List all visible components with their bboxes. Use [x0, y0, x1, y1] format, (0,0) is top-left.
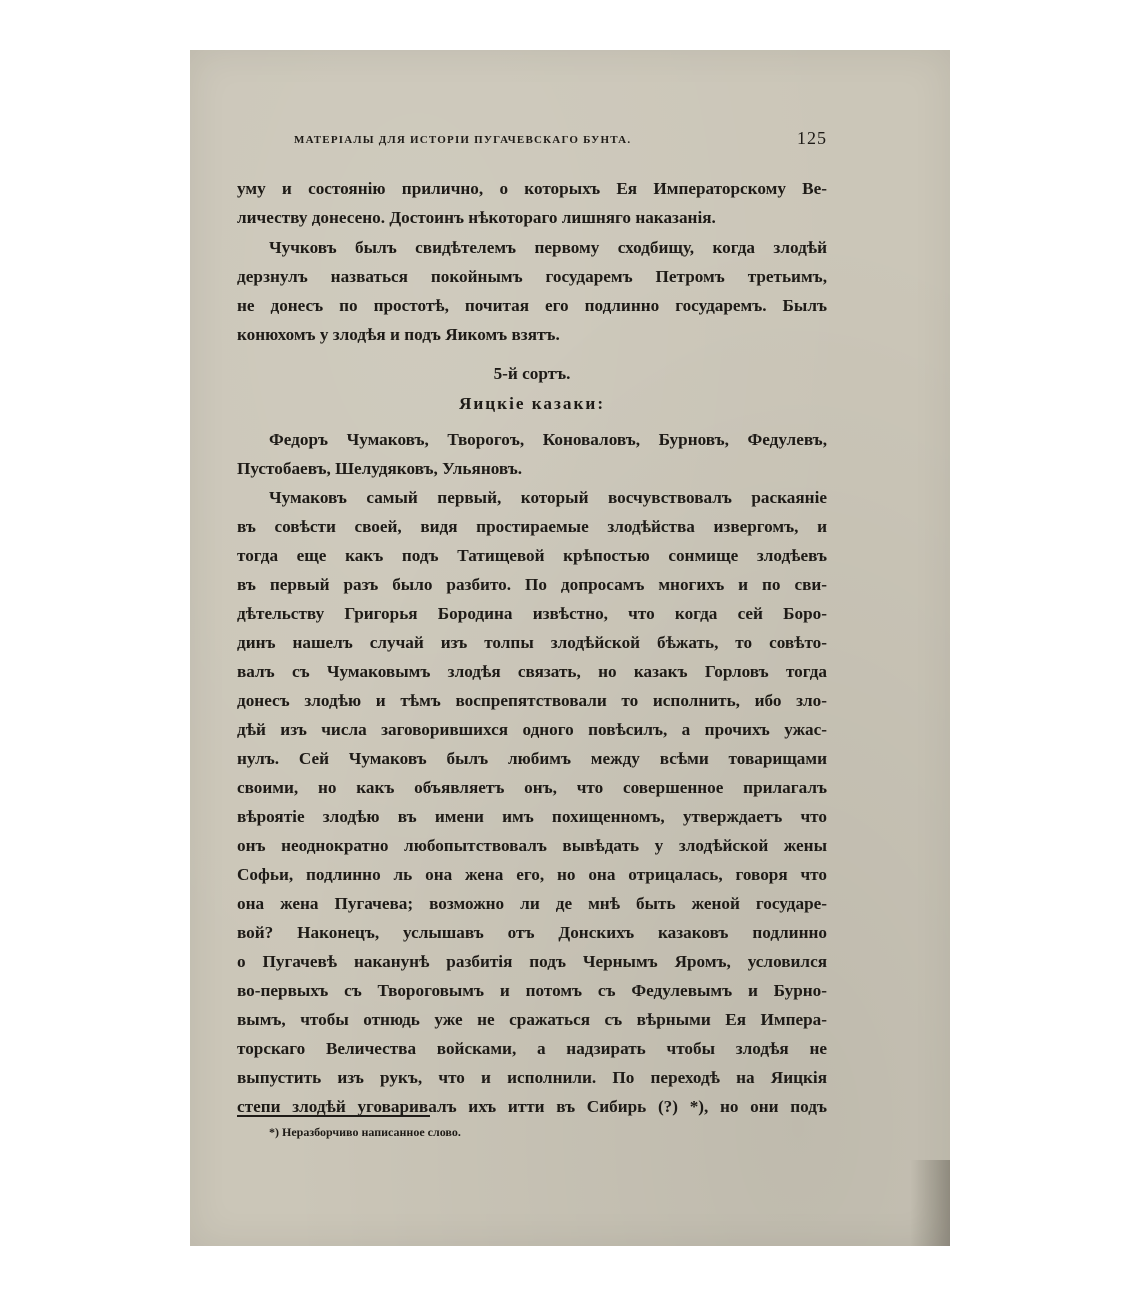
text-line: Федоръ Чумаковъ, Творогоъ, Коноваловъ, Бурновъ, Федулевъ,: [269, 430, 827, 449]
text-line: вой? Наконецъ, услышавъ отъ Донскихъ казаковъ подлинно: [237, 923, 827, 942]
page-number: 125: [797, 128, 827, 148]
text-line: своими, но какъ объявляетъ онъ, что совершенное прилагалъ: [237, 778, 827, 797]
text-line: динъ нашелъ случай изъ толпы злодѣйской бѣжать, то совѣто-: [237, 633, 827, 652]
text-line: степи злодѣй уговаривалъ ихъ итти въ Сибирь (?) *), но они подъ: [237, 1097, 827, 1116]
text-line: Софьи, подлинно ль она жена его, но она отрицалась, говоря что: [237, 865, 827, 884]
text-line: вымъ, чтобы отнюдь уже не сражаться съ вѣрными Ея Импера-: [237, 1010, 827, 1029]
text-line: выпустить изъ рукъ, что и исполнили. По переходѣ на Яицкія: [237, 1068, 827, 1087]
section-heading: 5-й сортъ.: [493, 364, 571, 383]
text-line: дѣтельству Григорья Бородина извѣстно, что когда сей Боро-: [237, 604, 827, 623]
text-line: въ совѣсти своей, видя простираемые злодѣйства извергомъ, и: [237, 517, 827, 536]
footnote-rule: [237, 1115, 430, 1117]
text-line: она жена Пугачева; возможно ли де мнѣ быть женой государе-: [237, 894, 827, 913]
page-header: [237, 128, 827, 152]
text-line: личеству донесено. Достоинъ нѣкотораго лишняго наказанія.: [237, 208, 716, 227]
text-line: валъ съ Чумаковымъ злодѣя связать, но казакъ Горловъ тогда: [237, 662, 827, 681]
text-line: онъ неоднократно любопытствовалъ вывѣдать у злодѣйской жены: [237, 836, 827, 855]
footnote: *) Неразборчиво написанное слово.: [269, 1125, 461, 1139]
text-line: Чумаковъ самый первый, который восчувствовалъ раскаяніе: [269, 488, 827, 507]
text-line: Пустобаевъ, Шелудяковъ, Ульяновъ.: [237, 459, 523, 478]
text-line: донесъ злодѣю и тѣмъ воспрепятствовали то исполнить, ибо зло-: [237, 691, 827, 710]
text-line: о Пугачевѣ наканунѣ разбитія подъ Чернымъ Яромъ, условился: [237, 952, 827, 971]
text-line: уму и состоянію прилично, о которыхъ Ея Императорскому Ве-: [237, 179, 827, 198]
text-line: дѣй изъ числа заговорившихся одного повѣсилъ, а прочихъ ужас-: [237, 720, 827, 739]
text-line: конюхомъ у злодѣя и подъ Яикомъ взятъ.: [237, 325, 560, 344]
text-line: вѣроятіе злодѣю въ имени имъ похищенномъ, утверждаетъ что: [237, 807, 827, 826]
text-line: тогда еще какъ подъ Татищевой крѣпостью сонмище злодѣевъ: [237, 546, 827, 565]
text-line: торскаго Величества войсками, а надзирать чтобы злодѣя не: [237, 1039, 827, 1058]
text-line: во-первыхъ съ Твороговымъ и потомъ съ Федулевымъ и Бурно-: [237, 981, 827, 1000]
text-line: нулъ. Сей Чумаковъ былъ любимъ между всѣми товарищами: [237, 749, 827, 768]
section-subheading: Яицкіе казаки:: [458, 394, 606, 413]
text-line: Чучковъ былъ свидѣтелемъ первому сходбищу, когда злодѣй: [269, 238, 827, 257]
text-line: не донесъ по простотѣ, почитая его подлинно государемъ. Былъ: [237, 296, 827, 315]
scanned-page: [190, 50, 950, 1246]
text-line: дерзнулъ назваться покойнымъ государемъ Петромъ третьимъ,: [237, 267, 827, 286]
text-line: въ первый разъ было разбито. По допросамъ многихъ и по сви-: [237, 575, 827, 594]
running-title: МАТЕРІАЛЫ ДЛЯ ИСТОРІИ ПУГАЧЕВСКАГО БУНТА.: [294, 134, 632, 146]
